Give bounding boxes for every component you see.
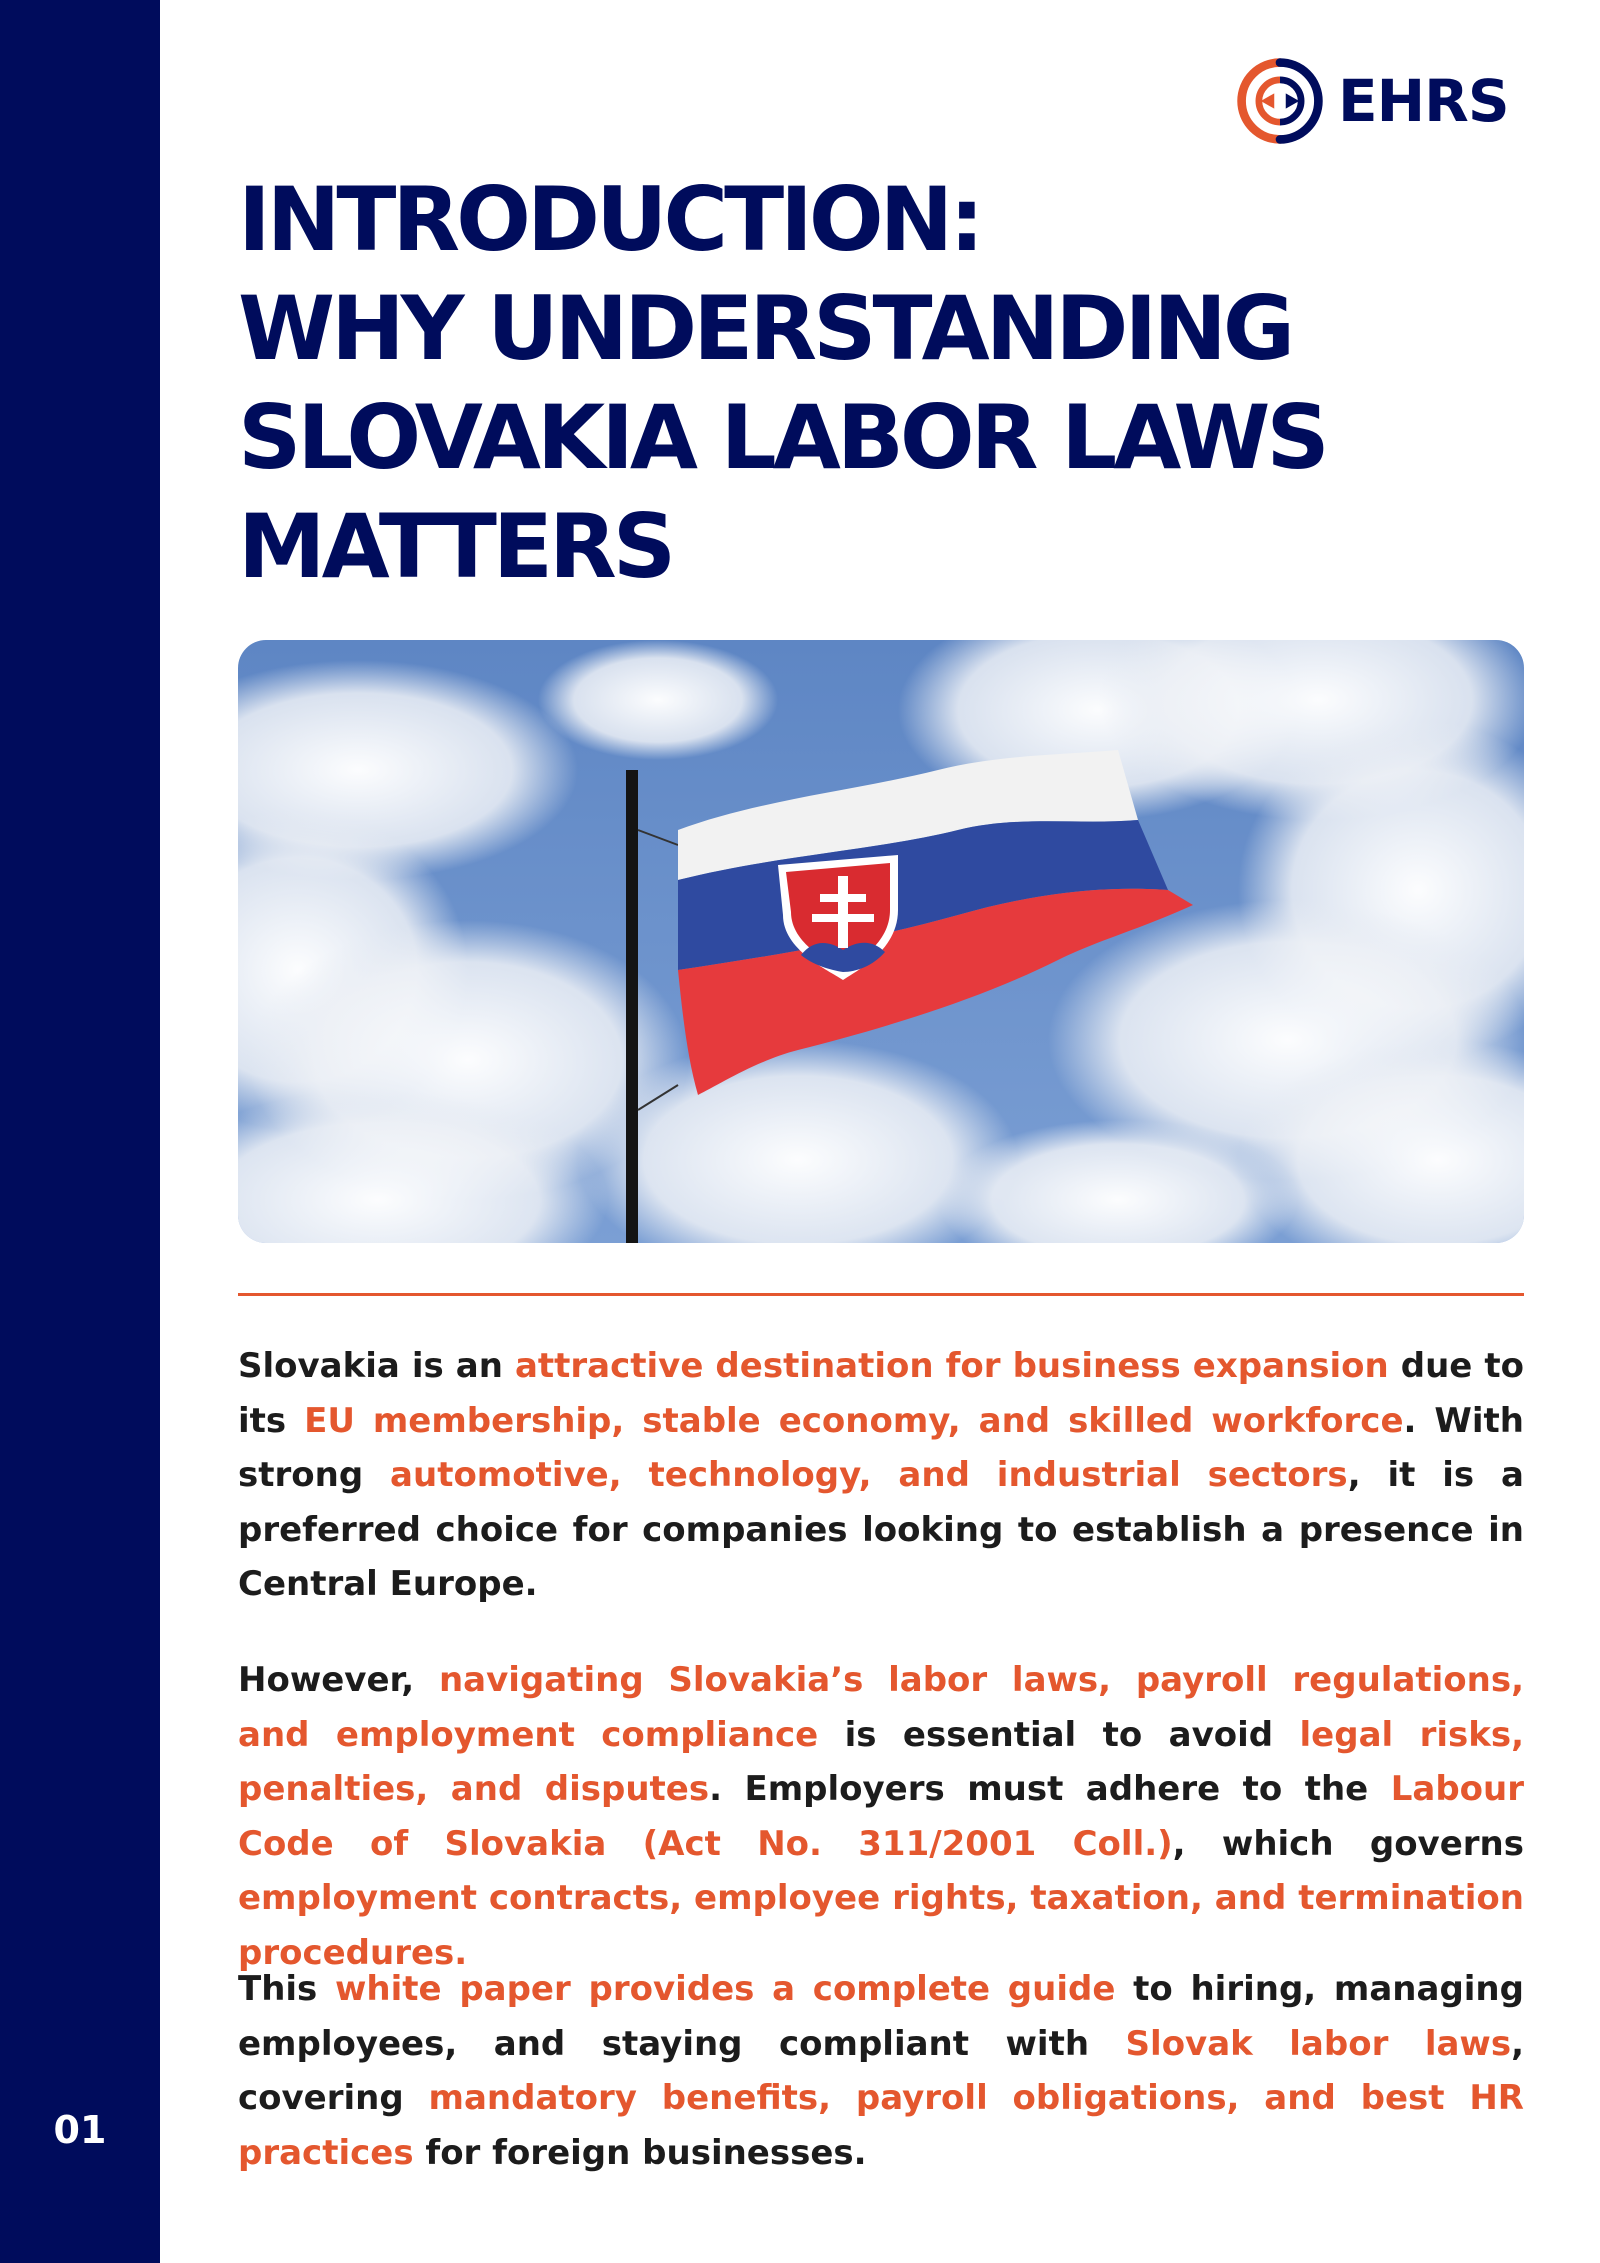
intro-paragraph-2 (238, 1653, 1524, 1980)
text-run: . With strong (238, 1400, 1524, 1495)
page-title (238, 165, 1538, 601)
text-run: to hiring, managing employees, and staying compliant with (238, 1969, 1524, 2064)
highlight-text: EU membership, stable economy, and skilled workforce (304, 1400, 1404, 1441)
highlight-text: automotive, technology, and industrial sectors (390, 1455, 1348, 1495)
intro-paragraph-3 (238, 1962, 1524, 2180)
highlight-text: attractive destination for business expansion (514, 1346, 1389, 1386)
highlight-text: Slovak labor laws (1125, 2023, 1512, 2064)
text-run: Slovakia is an (238, 1346, 515, 1386)
highlight-text: mandatory benefits, payroll obligations, and best HR practices (238, 2078, 1524, 2173)
section-divider (238, 1293, 1524, 1296)
intro-paragraph-1 (238, 1339, 1524, 1612)
title-line: MATTERS (238, 495, 673, 598)
page-number: 01 (53, 2108, 107, 2152)
text-run: , which governs (1172, 1823, 1524, 1864)
text-run: for foreign businesses. (413, 2132, 867, 2173)
highlight-text: Labour Code of Slovakia (Act No. 311/2001 Coll.) (238, 1769, 1525, 1864)
text-run: This (238, 1969, 336, 2009)
highlight-text: employment contracts, employee rights, taxation, and termination procedures. (238, 1878, 1524, 1973)
brand-logo (1232, 46, 1509, 156)
title-line: SLOVAKIA LABOR LAWS (238, 386, 1326, 489)
slovak-flag-photo (238, 640, 1524, 1243)
highlight-text: legal risks, penalties, and disputes (238, 1714, 1524, 1809)
text-run: is essential to avoid (818, 1714, 1300, 1755)
title-line: WHY UNDERSTANDING (238, 277, 1292, 380)
text-run: . Employers must adhere to the (709, 1769, 1391, 1809)
title-line: INTRODUCTION: (238, 168, 981, 271)
text-run: , covering (238, 2023, 1525, 2118)
text-run: , it is a preferred choice for companies looking to establish a presence in Central Europe. (238, 1455, 1525, 1604)
brand-name: EHRS (1338, 67, 1509, 135)
highlight-text: white paper provides a complete guide (335, 1969, 1116, 2009)
flag-photo-illustration (238, 640, 1524, 1243)
text-run: However, (238, 1660, 439, 1700)
ehrs-ring-logo-icon (1232, 53, 1328, 149)
sidebar (0, 0, 160, 2263)
text-run: due to its (238, 1346, 1524, 1441)
highlight-text: navigating Slovakia’s labor laws, payroll regulations, and employment compliance (238, 1660, 1525, 1755)
